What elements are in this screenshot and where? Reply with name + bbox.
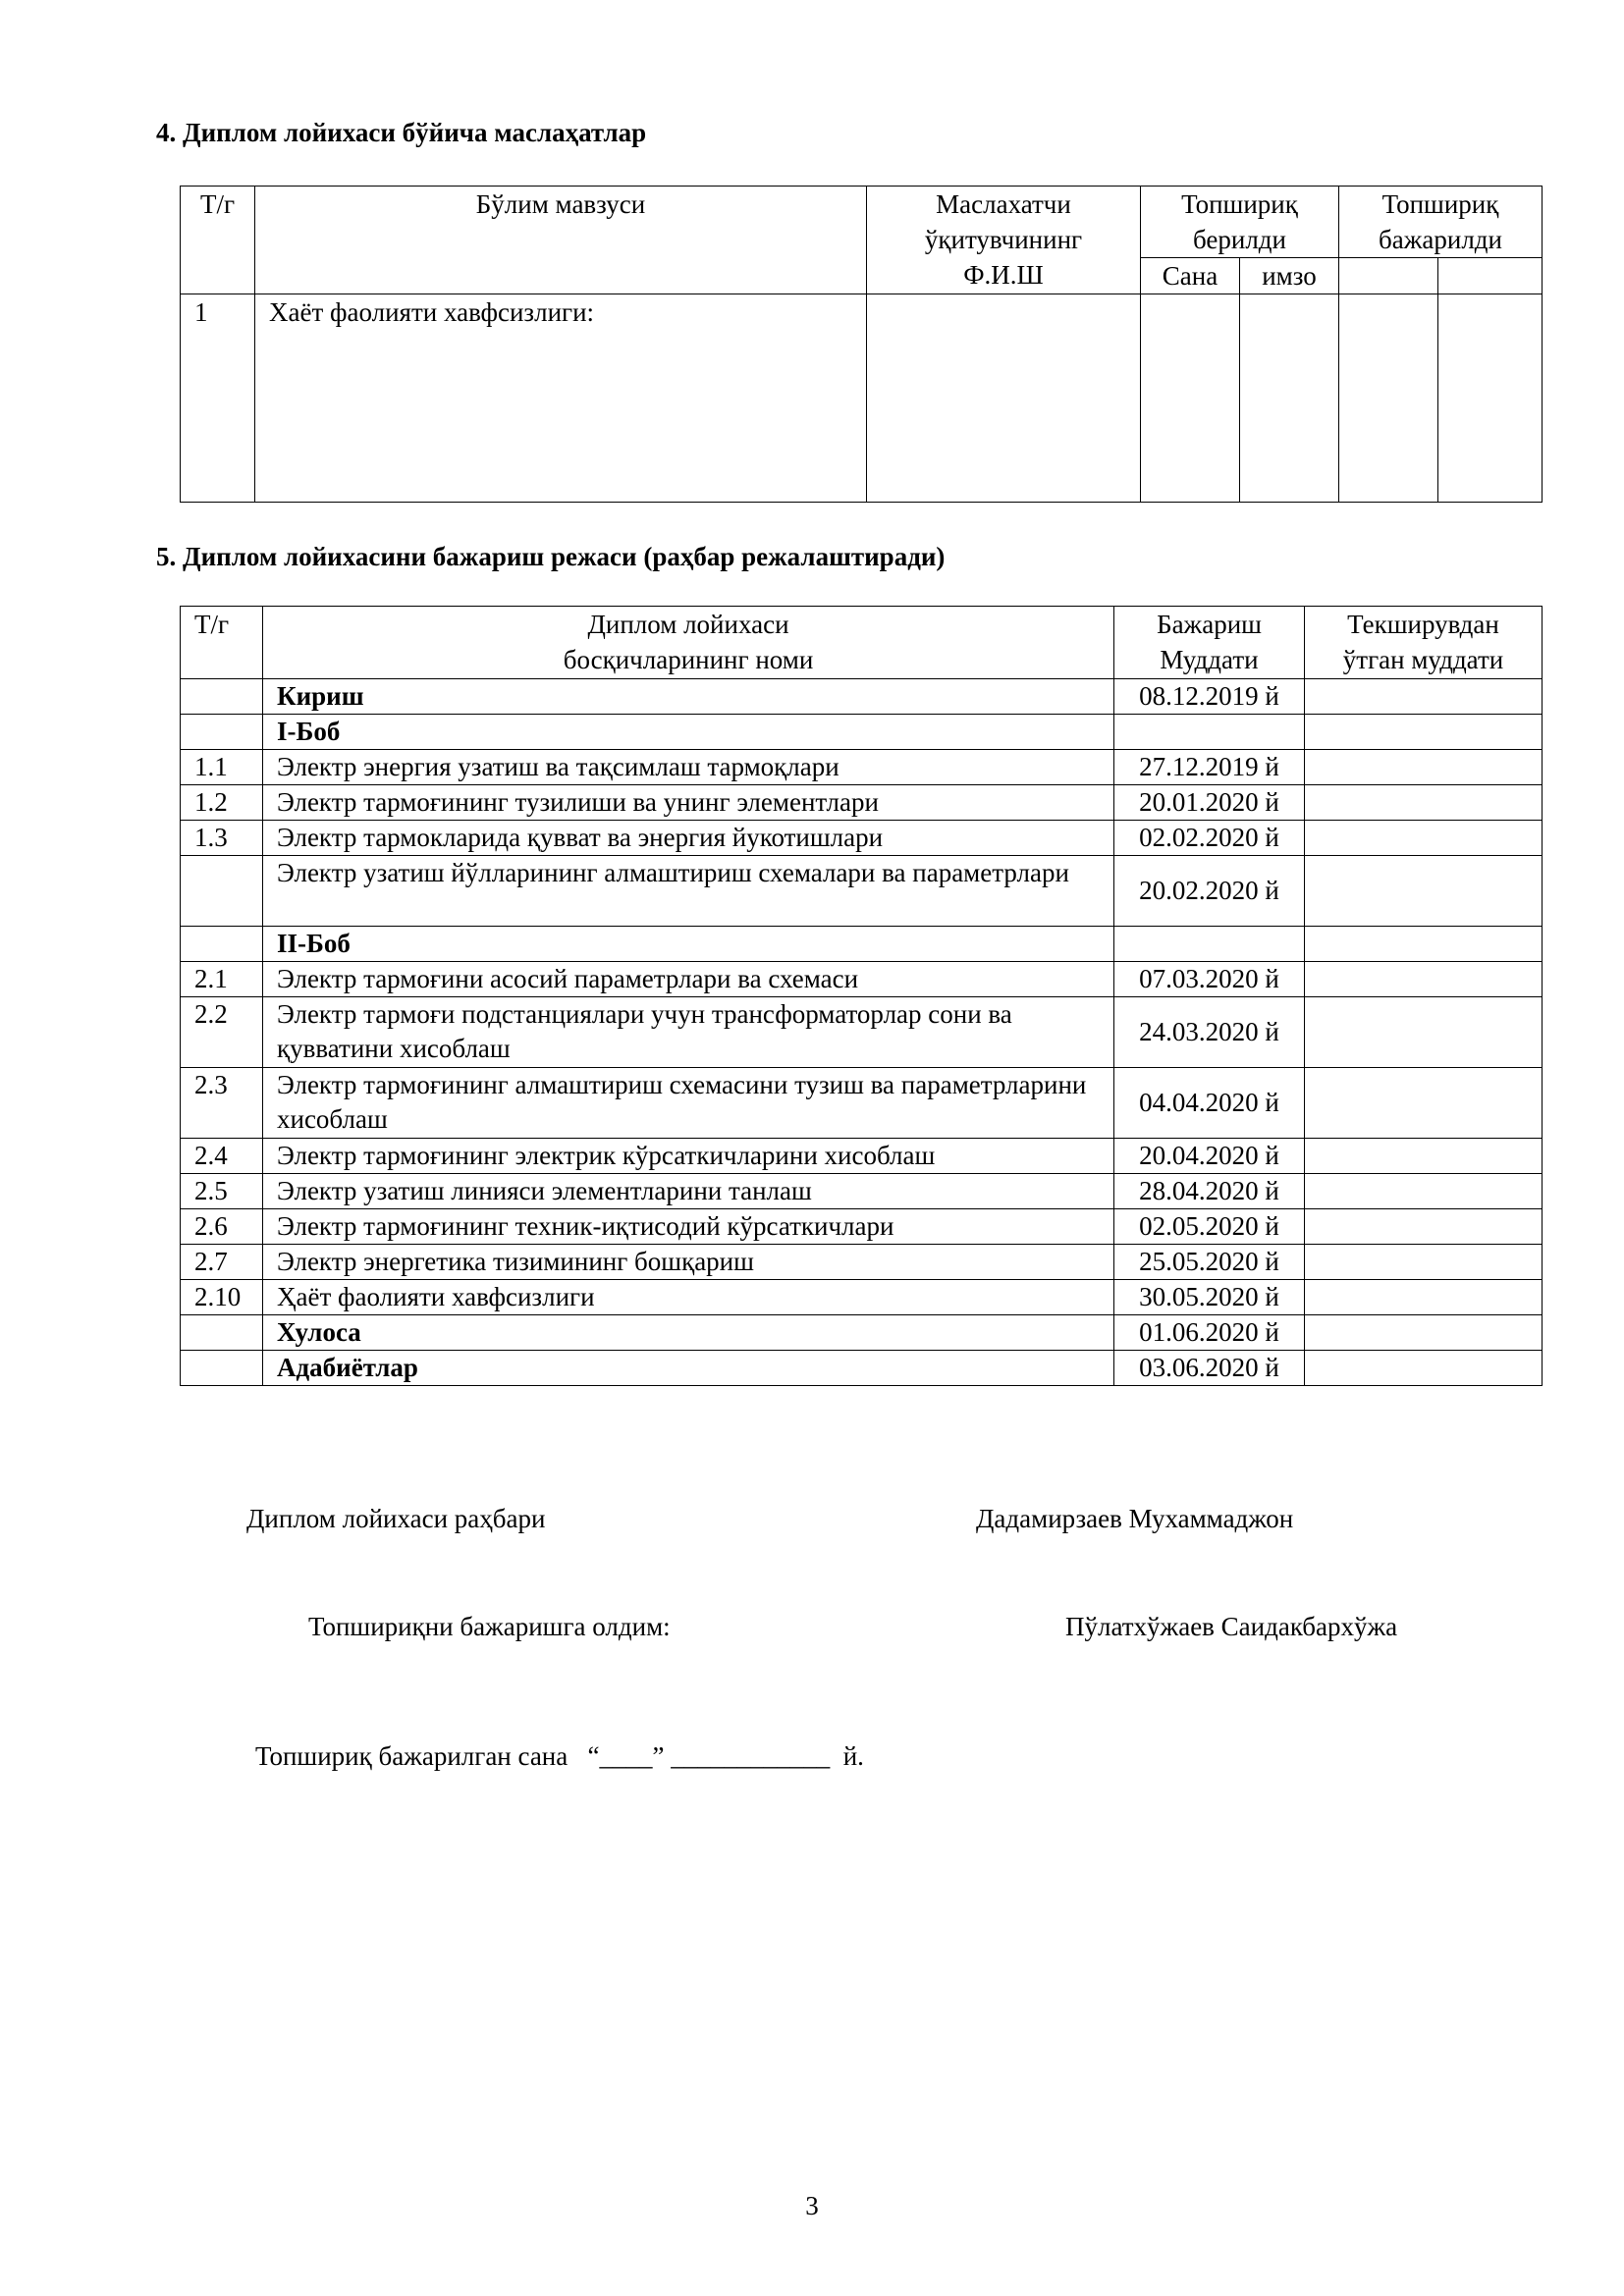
- header-task-given-line1: Топшириқ: [1181, 189, 1298, 219]
- table-row: [181, 750, 1543, 785]
- row-num: 2.4: [181, 1139, 263, 1174]
- row-checked-date: [1305, 750, 1543, 785]
- row-due-date: 20.01.2020 й: [1114, 785, 1305, 821]
- row-num: [181, 1315, 263, 1351]
- row-checked-date: [1305, 1245, 1543, 1280]
- student-label: Топшириқни бажаришга олдим:: [308, 1612, 671, 1641]
- row-consultant: [867, 294, 1141, 503]
- header-due: [1114, 607, 1305, 679]
- row-checked-date: [1305, 927, 1543, 962]
- row-due-date: 02.02.2020 й: [1114, 821, 1305, 856]
- student-name: Пўлатхўжаев Саидакбархўжа: [1065, 1612, 1398, 1641]
- row-checked-date: [1305, 962, 1543, 997]
- header-checked-line2: ўтган муддати: [1342, 645, 1504, 674]
- row-stage-name: Электр тармоғини асосий параметрлари ва схемаси: [263, 962, 1114, 997]
- row-checked-date: [1305, 1315, 1543, 1351]
- row-due-date: 28.04.2020 й: [1114, 1174, 1305, 1209]
- row-stage-name: Хулоса: [263, 1315, 1114, 1351]
- row-num: 2.7: [181, 1245, 263, 1280]
- row-checked-date: [1305, 1280, 1543, 1315]
- header-task-done-line2: бажарилди: [1379, 225, 1502, 254]
- row-num: [181, 715, 263, 750]
- row-due-date: 30.05.2020 й: [1114, 1280, 1305, 1315]
- table-row: [181, 679, 1543, 715]
- row-num: [181, 927, 263, 962]
- row-num: 2.3: [181, 1068, 263, 1139]
- table-row: [181, 1068, 1543, 1139]
- row-given-date: [1141, 294, 1240, 503]
- row-num: 1: [181, 294, 255, 503]
- header-num: Т/г: [181, 187, 255, 294]
- header-stage-name: [263, 607, 1114, 679]
- header-num: Т/г: [181, 607, 263, 679]
- row-topic: Хаёт фаолияти хавфсизлиги:: [255, 294, 867, 503]
- row-checked-date: [1305, 1068, 1543, 1139]
- header-checked-line1: Текширувдан: [1347, 610, 1499, 639]
- row-stage-name: Кириш: [263, 679, 1114, 715]
- section-5-title: 5. Диплом лойихасини бажариш режаси (раҳбар режалаштиради): [156, 542, 946, 571]
- table-row: [181, 1174, 1543, 1209]
- row-num: 1.2: [181, 785, 263, 821]
- row-stage-name: Электр тармоғининг алмаштириш схемасини тузиш ва параметрларини хисоблаш: [263, 1068, 1114, 1139]
- supervisor-name: Дадамирзаев Мухаммаджон: [976, 1504, 1294, 1533]
- header-checked: [1305, 607, 1543, 679]
- row-num: [181, 856, 263, 927]
- row-num: [181, 679, 263, 715]
- row-due-date: 01.06.2020 й: [1114, 1315, 1305, 1351]
- row-checked-date: [1305, 1139, 1543, 1174]
- table-row: [181, 294, 1543, 503]
- row-done-date: [1339, 294, 1438, 503]
- row-num: [181, 1351, 263, 1386]
- header-done-sign: [1438, 258, 1543, 294]
- table-row: [181, 927, 1543, 962]
- row-due-date: [1114, 927, 1305, 962]
- row-stage-name: Электр тармоғи подстанциялари учун трансформаторлар сони ва қувватини хисоблаш: [263, 997, 1114, 1068]
- row-due-date: 02.05.2020 й: [1114, 1209, 1305, 1245]
- header-consultant-line1: Маслахатчи: [936, 189, 1071, 219]
- table-row: [181, 821, 1543, 856]
- table-row: [181, 1209, 1543, 1245]
- row-stage-name: Электр тармоғининг электрик кўрсаткичларини хисоблаш: [263, 1139, 1114, 1174]
- row-checked-date: [1305, 856, 1543, 927]
- table-row: [181, 962, 1543, 997]
- header-stage-name-line1: Диплом лойихаси: [587, 610, 789, 639]
- row-due-date: 04.04.2020 й: [1114, 1068, 1305, 1139]
- row-stage-name: Электр энергетика тизимининг бошқариш: [263, 1245, 1114, 1280]
- row-checked-date: [1305, 679, 1543, 715]
- row-given-sign: [1240, 294, 1339, 503]
- header-task-given-line2: берилди: [1193, 225, 1286, 254]
- row-stage-name: Электр энергия узатиш ва тақсимлаш тармоқлари: [263, 750, 1114, 785]
- header-done-date: [1339, 258, 1438, 294]
- row-checked-date: [1305, 997, 1543, 1068]
- row-checked-date: [1305, 821, 1543, 856]
- row-due-date: 27.12.2019 й: [1114, 750, 1305, 785]
- row-stage-name: Электр узатиш йўлларининг алмаштириш схемалари ва параметрлари: [263, 856, 1114, 927]
- table-row: [181, 785, 1543, 821]
- row-num: 2.2: [181, 997, 263, 1068]
- table-row: [181, 1245, 1543, 1280]
- consultations-table: [180, 186, 1543, 503]
- header-due-line2: Муддати: [1160, 645, 1259, 674]
- header-due-line1: Бажариш: [1157, 610, 1262, 639]
- table-row: [181, 715, 1543, 750]
- row-num: 2.5: [181, 1174, 263, 1209]
- header-consultant: [867, 187, 1141, 294]
- row-due-date: 08.12.2019 й: [1114, 679, 1305, 715]
- row-checked-date: [1305, 715, 1543, 750]
- completion-date-line: Топшириқ бажарилган сана “____” ____________ й.: [255, 1741, 864, 1771]
- table-row: [181, 1139, 1543, 1174]
- row-stage-name: II-Боб: [263, 927, 1114, 962]
- row-due-date: 20.04.2020 й: [1114, 1139, 1305, 1174]
- row-due-date: 03.06.2020 й: [1114, 1351, 1305, 1386]
- table-row: [181, 1351, 1543, 1386]
- row-due-date: 07.03.2020 й: [1114, 962, 1305, 997]
- row-due-date: [1114, 715, 1305, 750]
- row-stage-name: I-Боб: [263, 715, 1114, 750]
- page-number: 3: [805, 2191, 819, 2220]
- row-checked-date: [1305, 785, 1543, 821]
- table-row: [181, 997, 1543, 1068]
- row-stage-name: Электр тармоғининг техник-иқтисодий кўрсаткичлари: [263, 1209, 1114, 1245]
- header-task-done: [1339, 187, 1543, 258]
- header-stage-name-line2: босқичларининг номи: [563, 645, 814, 674]
- row-due-date: 25.05.2020 й: [1114, 1245, 1305, 1280]
- row-num: 1.3: [181, 821, 263, 856]
- header-date: Сана: [1141, 258, 1240, 294]
- row-stage-name: Электр тармоғининг тузилиши ва унинг элементлари: [263, 785, 1114, 821]
- header-task-done-line1: Топшириқ: [1381, 189, 1499, 219]
- table-row: [181, 1315, 1543, 1351]
- row-num: 2.6: [181, 1209, 263, 1245]
- table-row: [181, 856, 1543, 927]
- row-stage-name: Электр узатиш линияси элементларини танлаш: [263, 1174, 1114, 1209]
- row-done-sign: [1438, 294, 1543, 503]
- row-checked-date: [1305, 1174, 1543, 1209]
- supervisor-label: Диплом лойихаси раҳбари: [246, 1504, 546, 1533]
- row-num: 1.1: [181, 750, 263, 785]
- table-row: [181, 1280, 1543, 1315]
- row-due-date: 20.02.2020 й: [1114, 856, 1305, 927]
- row-checked-date: [1305, 1351, 1543, 1386]
- section-4-title: 4. Диплом лойихаси бўйича маслаҳатлар: [156, 118, 647, 147]
- plan-table: [180, 606, 1543, 1386]
- row-stage-name: Электр тармокларида қувват ва энергия йукотишлари: [263, 821, 1114, 856]
- row-due-date: 24.03.2020 й: [1114, 997, 1305, 1068]
- header-consultant-line3: Ф.И.Ш: [963, 260, 1044, 290]
- row-checked-date: [1305, 1209, 1543, 1245]
- header-task-given: [1141, 187, 1339, 258]
- row-stage-name: Ҳаёт фаолияти хавфсизлиги: [263, 1280, 1114, 1315]
- header-sign: имзо: [1240, 258, 1339, 294]
- row-num: 2.10: [181, 1280, 263, 1315]
- row-stage-name: Адабиётлар: [263, 1351, 1114, 1386]
- header-topic: Бўлим мавзуси: [255, 187, 867, 294]
- header-consultant-line2: ўқитувчининг: [924, 225, 1083, 254]
- row-num: 2.1: [181, 962, 263, 997]
